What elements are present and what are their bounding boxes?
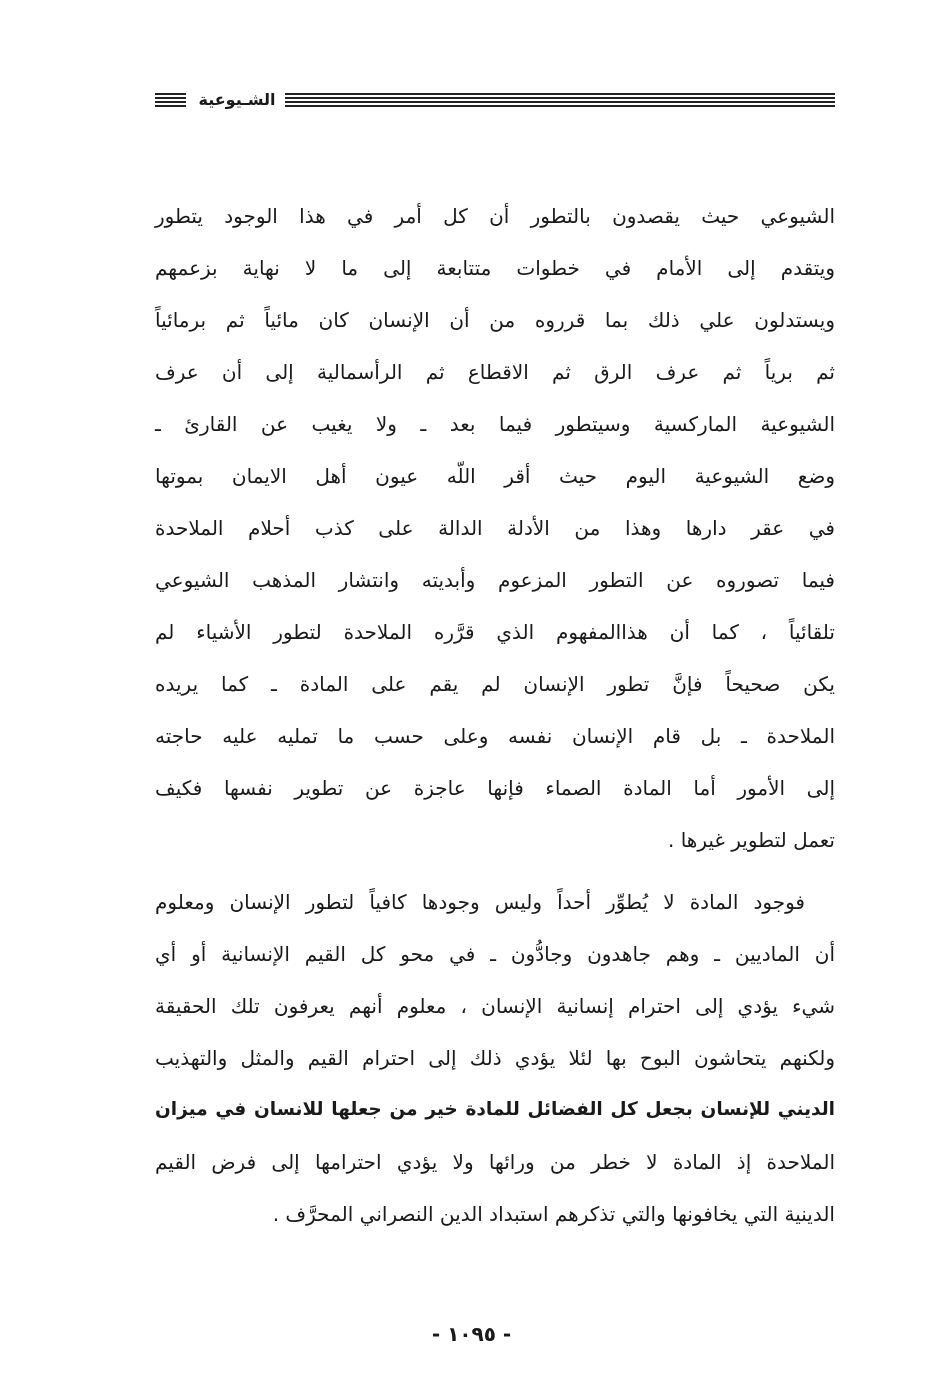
paragraph-1	[155, 196, 835, 872]
text-line: تلقائياً ، كما أن هذاالمفهوم الذي قرَّره الملاحدة لتطور الأشياء لم	[155, 620, 835, 644]
page-number: - ١٠٩٥ -	[431, 1322, 512, 1346]
text-line: ويستدلون علي ذلك بما قرروه من أن الإنسان كان مائياً ثم برمائياً	[155, 308, 835, 332]
text-line: ويتقدم إلى الأمام في خطوات متتابعة إلى ما لا نهاية بزعمهم	[155, 256, 835, 280]
running-header	[155, 86, 835, 120]
text-line: الملاحدة إذ المادة لا خطر من ورائها ولا يؤدي احترامها إلى فرض القيم	[155, 1150, 835, 1174]
text-line-bold: الديني للإنسان بجعل كل الفضائل للمادة خير من جعلها للانسان في ميزان	[155, 1099, 835, 1120]
text-line: يكن صحيحاً فإنَّ تطور الإنسان لم يقم على المادة ـ كما يريده	[155, 672, 835, 696]
text-line: شيء يؤدي إلى احترام إنسانية الإنسان ، معلوم أنهم يعرفون تلك الحقيقة	[155, 994, 835, 1018]
header-rule-right	[285, 93, 835, 108]
text-line: في عقر دارها وهذا من الأدلة الدالة على كذب أحلام الملاحدة	[155, 516, 835, 540]
text-line: الدينية التي يخافونها والتي تذكرهم استبداد الدين النصراني المحرَّف .	[272, 1202, 835, 1226]
text-line: الشيوعي حيث يقصدون بالتطور أن كل أمر في هذا الوجود يتطور	[155, 204, 835, 228]
header-rule-left	[155, 93, 186, 108]
paragraph-2	[155, 882, 835, 1246]
header-title: الشـيوعية	[198, 90, 276, 109]
text-line: الشيوعية الماركسية وسيتطور فيما بعد ـ ولا يغيب عن القارئ ـ	[155, 412, 835, 436]
text-line: الملاحدة ـ بل قام الإنسان نفسه وعلى حسب ما تمليه عليه حاجته	[155, 724, 835, 748]
text-line: تعمل لتطوير غيرها .	[668, 828, 835, 852]
text-line: فوجود المادة لا يُطوِّر أحداً وليس وجودها كافياً لتطور الإنسان ومعلوم	[155, 890, 805, 914]
text-line: إلى الأمور أما المادة الصماء فإنها عاجزة عن تطوير نفسها فكيف	[155, 776, 835, 800]
text-line: ثم برياً ثم عرف الرق ثم الاقطاع ثم الرأسمالية إلى أن عرف	[155, 360, 835, 384]
text-line: وضع الشيوعية اليوم حيث أقر اللّه عيون أهل الايمان بموتها	[155, 464, 835, 488]
text-line: ولكنهم يتحاشون البوح بها لئلا يؤدي ذلك إلى احترام القيم والمثل والتهذيب	[155, 1046, 835, 1070]
text-line: فيما تصوروه عن التطور المزعوم وأبديته وانتشار المذهب الشيوعي	[155, 568, 835, 592]
text-line: أن الماديين ـ وهم جاهدون وجادُّون ـ في محو كل القيم الإنسانية أو أي	[155, 942, 835, 966]
